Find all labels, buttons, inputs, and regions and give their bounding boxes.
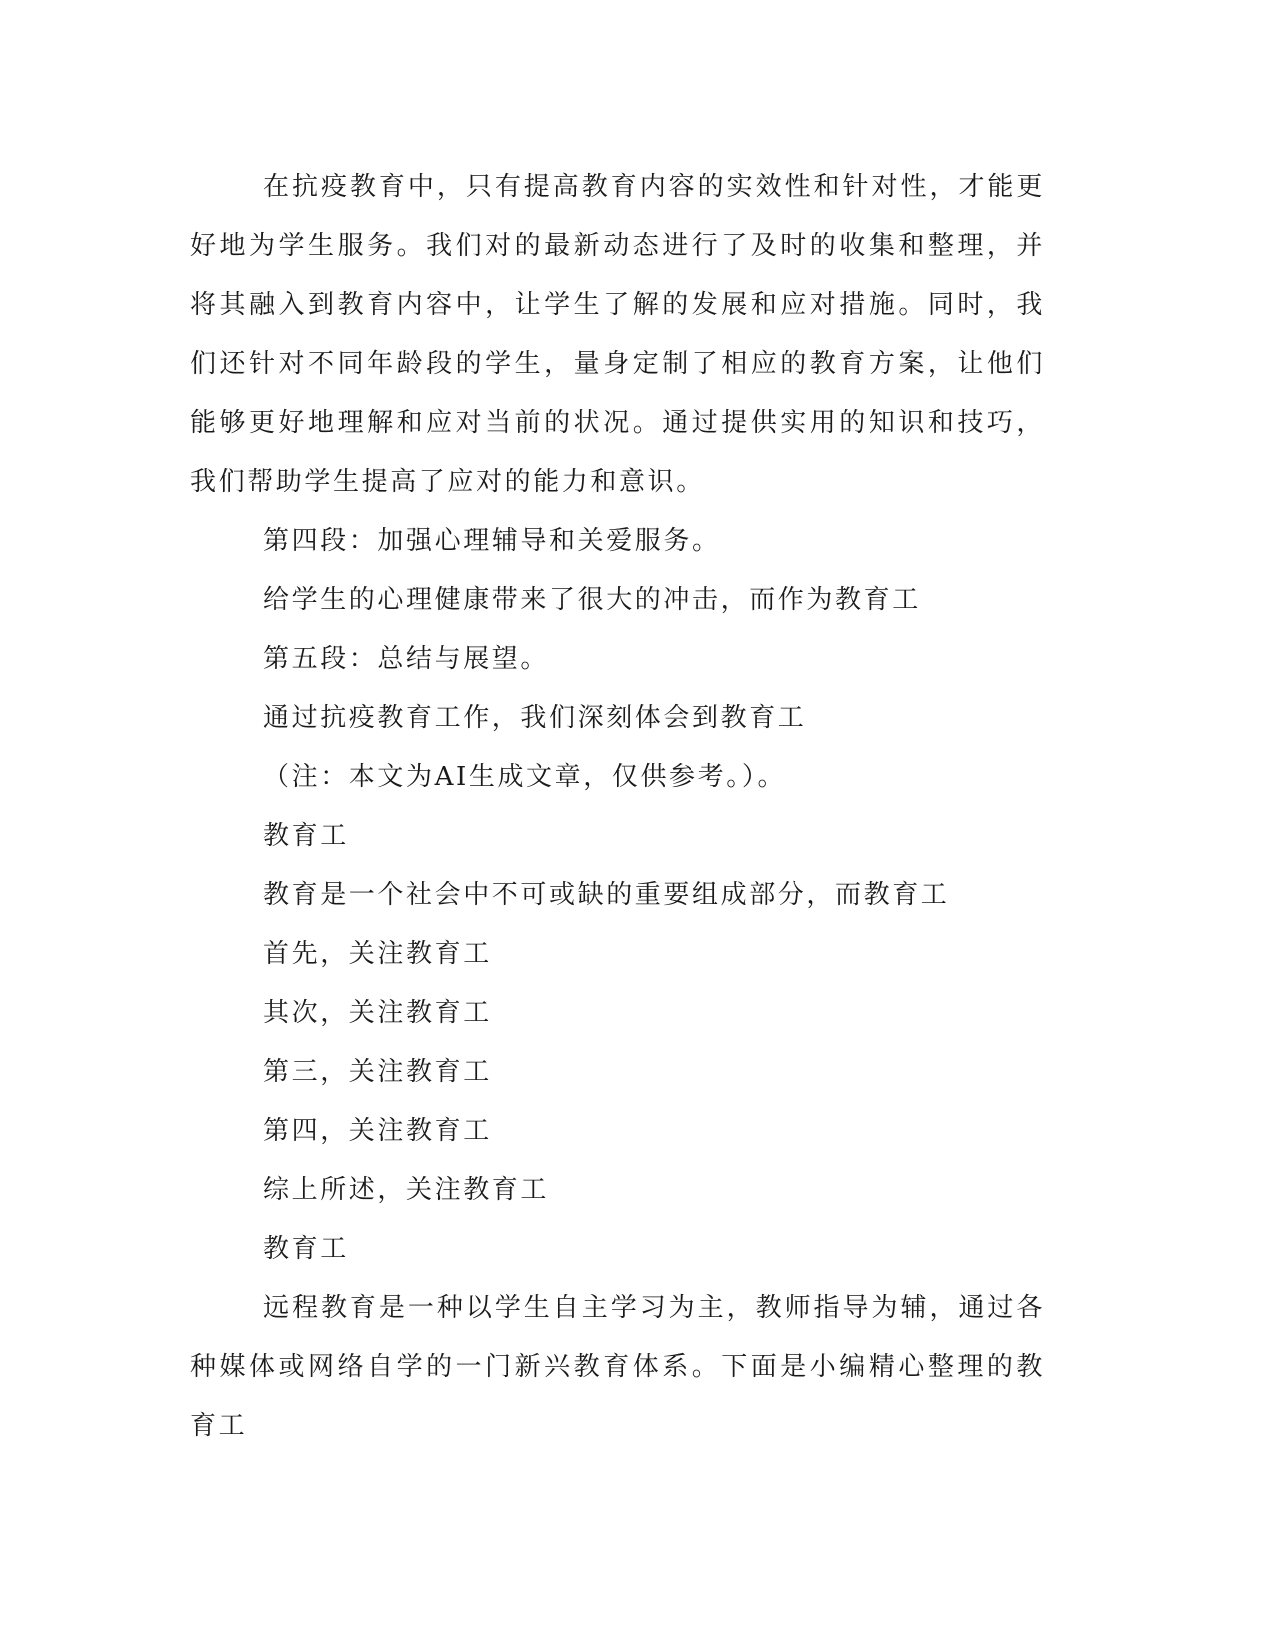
- list-item-second: 其次，关注教育工: [263, 998, 492, 1028]
- paragraph-anti-epidemic-content: 在抗疫教育中，只有提高教育内容的实效性和针对性，才能更好地为学生服务。我们对的最新动态进行了及时的收集和整理，并将其融入到教育内容中，让学生了解的发展和应对措施。同时，我们还针对不同年龄段的学生，量身定制了相应的教育方案，让他们能够更好地理解和应对当前的状况。通过提供实用的知识和技巧，我们帮助学生提高了应对的能力和意识。: [190, 172, 1045, 497]
- list-item-first: 首先，关注教育工: [263, 939, 492, 969]
- text-line: 给学生的心理健康带来了很大的冲击，而作为教育工: [263, 585, 921, 615]
- text-line: 通过抗疫教育工作，我们深刻体会到教育工: [263, 703, 807, 733]
- text-line: 教育是一个社会中不可或缺的重要组成部分，而教育工: [263, 880, 950, 910]
- section-title: 教育工: [263, 1234, 349, 1264]
- list-item-summary: 综上所述，关注教育工: [263, 1175, 550, 1205]
- list-item-fourth: 第四，关注教育工: [263, 1116, 492, 1146]
- section-title: 教育工: [263, 821, 349, 851]
- paragraph-remote-education: 远程教育是一种以学生自主学习为主，教师指导为辅，通过各种媒体或网络自学的一门新兴教育体系。下面是小编精心整理的教育工: [190, 1293, 1045, 1441]
- ai-note: （注：本文为AI生成文章，仅供参考。）。: [263, 762, 787, 792]
- heading-section-four: 第四段：加强心理辅导和关爱服务。: [263, 526, 721, 556]
- heading-section-five: 第五段：总结与展望。: [263, 644, 550, 674]
- list-item-third: 第三，关注教育工: [263, 1057, 492, 1087]
